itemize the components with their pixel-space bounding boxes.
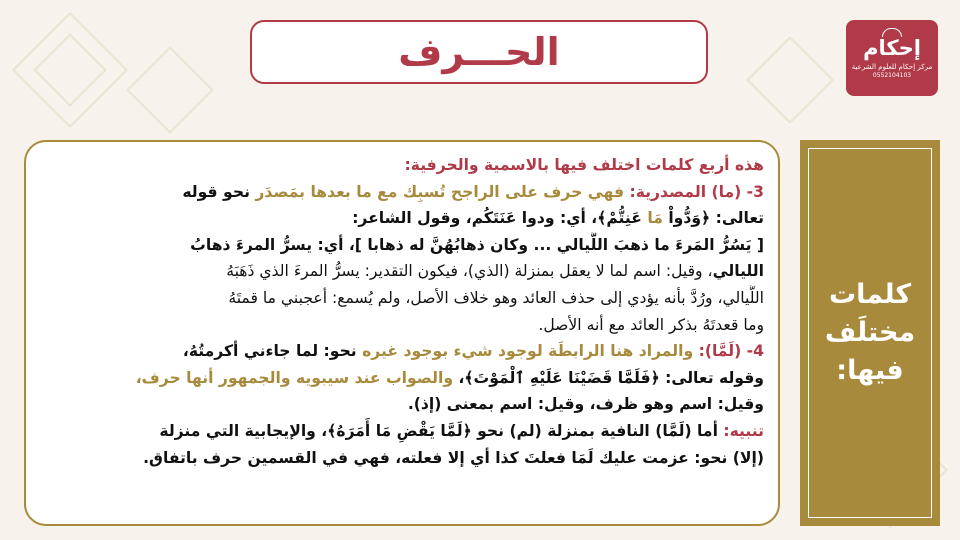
text-segment: وما قعدتَهُ بذكر العائد مع أنه الأصل. [538,315,764,334]
text-segment: فهي حرف على الراجح تُسبِك مع ما بعدها بمَصدَر [255,182,625,201]
text-segment: (إلا) نحو: عزمت عليك لَمَا فعلتَ كذا أي إلا فعلته، فهي في القسمين حرف باتفاق. [143,448,764,467]
content-line [40,205,764,232]
content-line [40,285,764,312]
content-line [40,338,764,365]
logo [846,20,938,96]
text-segment: وقيل: اسم وهو ظرف، وقيل: اسم بمعنى (إذ). [407,395,764,414]
text-segment: الليالي [712,262,764,281]
text-segment: نحو: لما جاءني أكرمتُهُ، [182,342,363,361]
text-segment: [ يَسُرُّ المَرءَ ما ذهبَ اللَّيالي ... وكان ذهابُهُنَّ له ذهابا ]، أي: يسرُّ المرءَ ذهابُ [190,235,764,254]
content-line [40,232,764,259]
text-segment: مَا [647,209,663,228]
text-segment: تعالى: ﴿وَدُّواْ [662,209,764,228]
side-label-line: كلمات [828,279,912,310]
content-line [40,418,764,445]
side-label-line: مختلَف [824,317,916,348]
text-segment: اللَّيالي، ورُدَّ بأنه يؤدي إلى حذف العائد وهو خلاف الأصل، ولم يُسمع: أعجبني ما قمتَهُ [228,288,764,307]
text-segment: ، وقيل: اسم لما لا يعقل بمنزلة (الذي)، فيكون التقدير: يسرُّ المرءَ الذي ذَهَبَهُ [226,262,713,281]
text-segment: 4- (لَمَّا): [693,342,764,361]
content-line [40,445,764,472]
page-title: الحـــرف [398,30,560,74]
content-heading: هذه أربع كلمات اختلف فيها بالاسمية والحرفية: [404,156,764,174]
text-segment: والمراد هنا الرابطَة لوجود شيء بوجود غيره [362,342,694,361]
text-segment: تنبيه: [717,421,764,440]
logo-name: إحكام [863,36,921,61]
text-segment: والصواب عند سيبويه والجمهور أنها حرف، [135,368,454,387]
content-line [40,258,764,285]
content-lines [40,179,764,472]
text-segment: عَنِتُّمْ﴾، أي: ودوا عَنَتَكُم، وقول الشاعر: [352,209,648,228]
content-line [40,391,764,418]
content-line [40,365,764,392]
side-panel-inner [808,148,932,518]
content-panel [24,140,780,526]
logo-arch-icon [882,28,902,37]
side-label-line: فيها: [836,355,904,386]
text-segment: نحو قوله [182,182,256,201]
content-line [40,179,764,206]
title-banner [250,20,708,84]
side-panel [800,140,940,526]
logo-subtitle: مركز إحكام للعلوم الشرعية [851,62,933,71]
content-line [40,312,764,339]
logo-phone: 0552104103 [872,71,912,79]
text-segment: 3- (ما) المصدرية: [624,182,764,201]
text-segment: أما (لَمَّا) النافية بمنزلة (لم) نحو ﴿لَمَّا يَقْضِ مَا أَمَرَهُ﴾، والإيجابية التي منزلة [159,421,718,440]
text-segment: وقوله تعالى: ﴿فَلَمَّا قَضَيْنَا عَلَيْهِ ٱلْمَوْتَ﴾، [453,368,764,387]
